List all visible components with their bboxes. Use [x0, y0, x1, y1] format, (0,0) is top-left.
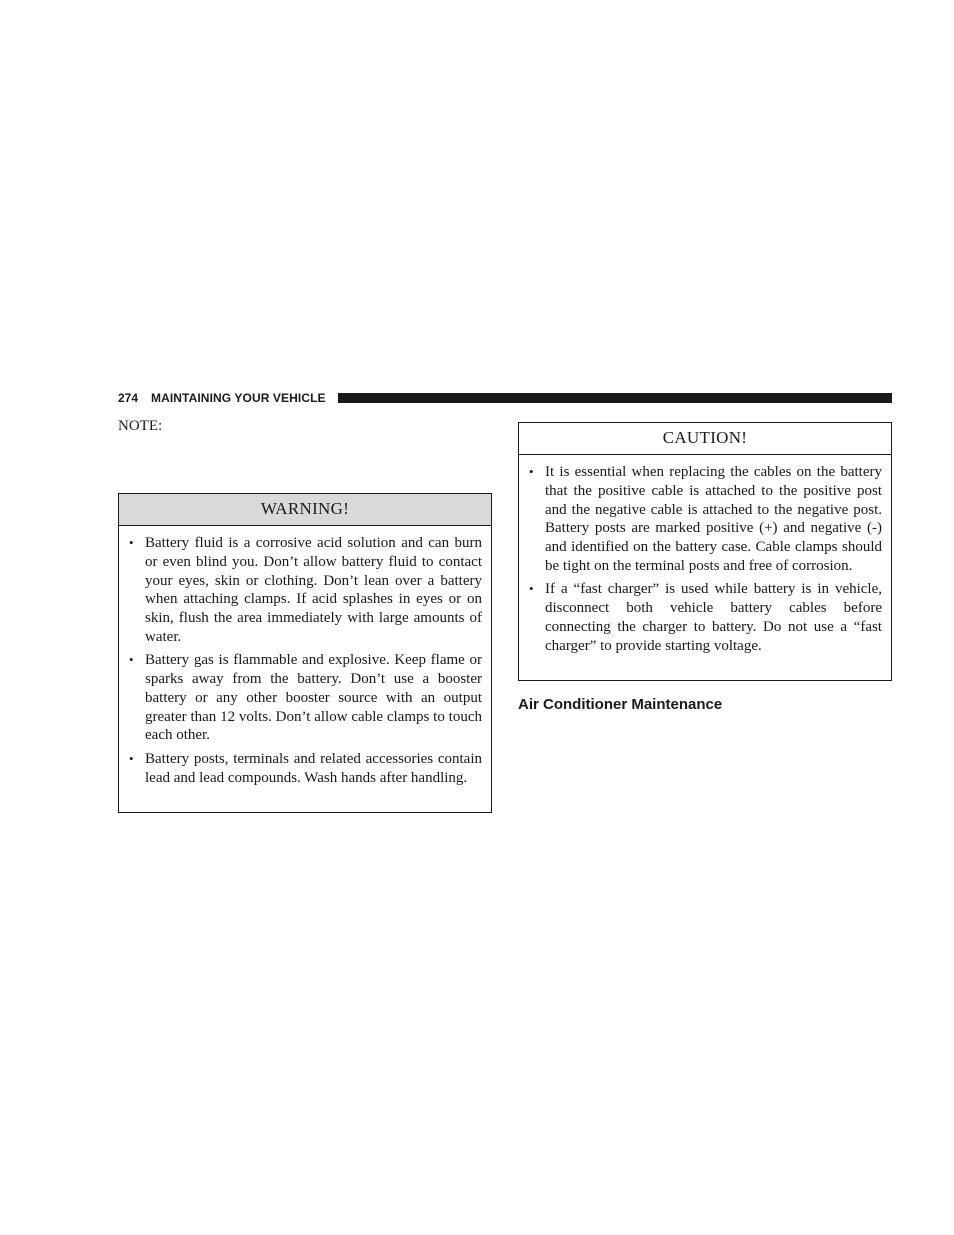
- bullet-icon: •: [129, 750, 134, 766]
- warning-box: [118, 493, 492, 813]
- warning-list: [119, 526, 491, 787]
- warning-item: [129, 534, 482, 647]
- bullet-icon: •: [529, 464, 534, 479]
- section-title: MAINTAINING YOUR VEHICLE: [151, 391, 326, 405]
- caution-item-text: If a “fast charger” is used while battery is in vehicle, disconnect both vehicle battery cables before connecting the charger to battery. Do not use a “fast charger” to provide starting voltage.: [545, 581, 882, 654]
- warning-item: [129, 750, 482, 788]
- warning-item-text: Battery gas is flammable and explosive. Keep flame or sparks away from the battery. Don’t use a booster battery or any other booster source with an output greater than 12 volts. Don’t allow cable clamps to touch each other.: [145, 652, 482, 744]
- section-subheading: Air Conditioner Maintenance: [518, 696, 723, 713]
- caution-title: CAUTION!: [519, 423, 891, 455]
- caution-box: [518, 422, 892, 681]
- warning-item-text: Battery fluid is a corrosive acid solution and can burn or even blind you. Don’t allow battery fluid to contact your eyes, skin or clothing. Don’t lean over a battery when attaching clamps. If acid splashes in eyes or on skin, flush the area immediately with large amounts of water.: [145, 535, 482, 645]
- page-number: 274: [118, 391, 139, 405]
- bullet-icon: •: [129, 535, 134, 550]
- bullet-icon: •: [529, 581, 534, 597]
- caution-item: [529, 463, 882, 576]
- bullet-icon: •: [129, 652, 134, 668]
- warning-item: [129, 651, 482, 745]
- page-header: [118, 390, 892, 406]
- header-rule: [338, 393, 892, 403]
- caution-item-text: It is essential when replacing the cables on the battery that the positive cable is attached to the positive post and the negative cable is attached to the negative post. Battery posts are marked positive (+) and negative (-) and identified on the battery case. Cable clamps should be tight on the terminal posts and free of corrosion.: [545, 464, 882, 574]
- warning-title: WARNING!: [119, 494, 491, 526]
- caution-list: [519, 455, 891, 655]
- caution-item: [529, 580, 882, 655]
- warning-item-text: Battery posts, terminals and related accessories contain lead and lead compounds. Wash hands after handling.: [145, 750, 482, 786]
- note-label: NOTE:: [118, 418, 163, 434]
